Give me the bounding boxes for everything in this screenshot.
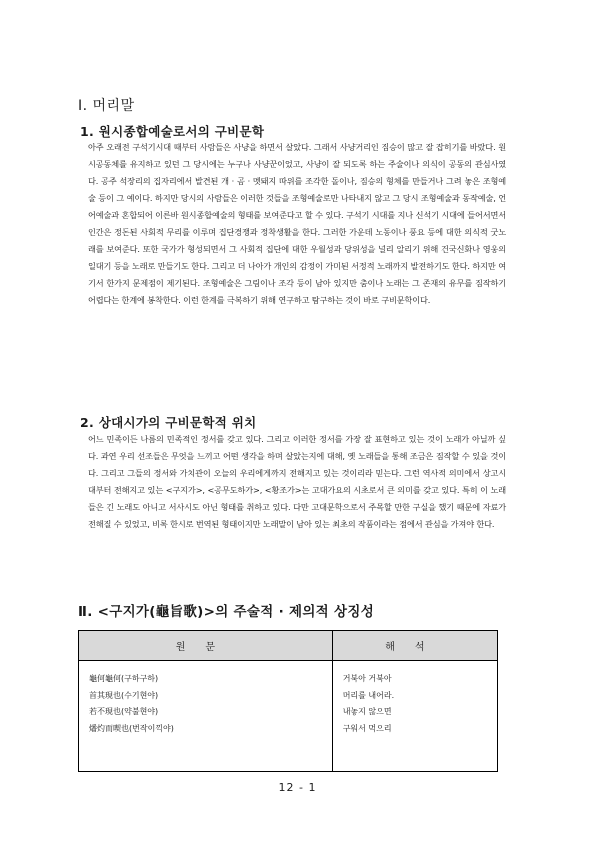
translation-line: 구워서 먹으리 <box>342 723 392 733</box>
section-2-body: 어느 민족이든 나름의 민족적인 정서를 갖고 있다. 그리고 이러한 정서를 가장 잘 표현하고 있는 것이 노래가 아닐까 싶다. 과연 우리 선조들은 무엇을 느끼고 어떤 생각을 하며 살았는지에 대해, 옛 노래들을 통해 조금은 짐작할 수 있을 것이다. 그리고 그들의 정서와 가치관이 오늘의 우리에게까지 전해지고 있는 것이리라 믿는다. 그런 역사적 의미에서 상고시대부터 전해지고 있는 <구지가>, <공무도하가>, <황조가>는 고대가요의 시초로서 큰 의미를 갖고 있다. 특히 이 노래들은 긴 노래도 아니고 서사시도 아닌 형태를 취하고 있다. 다만 고대문학으로서 주목할 만한 구실을 했기 때문에 자료가 전해질 수 있었고, 비록 한시로 번역된 형태이지만 노래말이 남아 있는 최초의 작품이라는 점에서 관심을 가져야 한다. <box>88 434 506 529</box>
original-line: 若不現也(약불현야) <box>89 707 159 716</box>
header-original: 원문 <box>79 631 333 661</box>
poem-table <box>78 630 498 772</box>
header-translation: 해석 <box>332 631 497 661</box>
original-line: 龜何龜何(구하구하) <box>89 674 159 683</box>
original-line: 燔灼而喫也(번작이끽야) <box>89 723 174 733</box>
original-text-cell <box>79 661 333 772</box>
section-2-title: 2. 상대시가의 구비문학적 위치 <box>80 415 257 430</box>
translation-text-cell <box>332 661 497 772</box>
translation-line: 내놓지 않으면 <box>342 707 392 716</box>
section-1-title: 1. 원시종합예술로서의 구비문학 <box>80 124 265 139</box>
translation-line: 거북아 거북아 <box>342 674 392 683</box>
table-header-row <box>79 631 498 661</box>
chapter-heading-gujiga: Ⅱ. <구지가(龜旨歌)>의 주술적 · 제의적 상징성 <box>78 604 375 620</box>
translation-line: 머리를 내어라. <box>342 690 395 700</box>
original-line: 首其現也(수기현야) <box>89 690 159 700</box>
chapter-heading-intro: Ⅰ. 머리말 <box>78 98 135 114</box>
page-number: 12 - 1 <box>278 781 317 794</box>
section-1-body: 아주 오래전 구석기시대 때부터 사람들은 사냥을 하면서 살았다. 그래서 사냥거리인 짐승이 많고 잘 잡히기를 바랐다. 원시공동체를 유지하고 있던 그 당시에는 누구나 사냥꾼이었고, 사냥이 잘 되도록 하는 주술이나 의식이 공동의 관심사였다. 공주 석장리의 집자리에서 발견된 개 · 곰 · 멧돼지 따위를 조각한 돌이나, 짐승의 형체를 만들거나 그려 놓은 조형예술 등이 그 예이다. 하지만 당시의 사람들은 이러한 것들을 조형예술로만 나타내지 않고 그 당시 조형예술과 동작예술, 언어예술과 혼합되어 이른바 원시종합예술의 형태를 보여준다고 할 수 있다. 구석기 시대를 지나 신석기 시대에 들어서면서 인간은 정돈된 사회적 무리를 이루며 집단경쟁과 정착생활을 한다. 그러한 가운데 노동이나 풍요 등에 대한 의식적 굿노래를 보여준다. 또한 국가가 형성되면서 그 사회적 집단에 대한 우월성과 당위성을 널리 알리기 위해 건국신화나 영웅의 일대기 등을 노래로 만들기도 한다. 그리고 더 나아가 개인의 감정이 가미된 서정적 노래까지 발전하기도 한다. 하지만 여기서 한가지 문제점이 제기된다. 조형예술은 그림이나 조각 등이 남아 있지만 춤이나 노래는 그 존재의 유무를 짐작하기 어렵다는 한계에 봉착한다. 이런 한계를 극복하기 위해 연구하고 탐구하는 것이 바로 구비문학이다. <box>88 142 506 305</box>
table-row <box>79 661 498 772</box>
